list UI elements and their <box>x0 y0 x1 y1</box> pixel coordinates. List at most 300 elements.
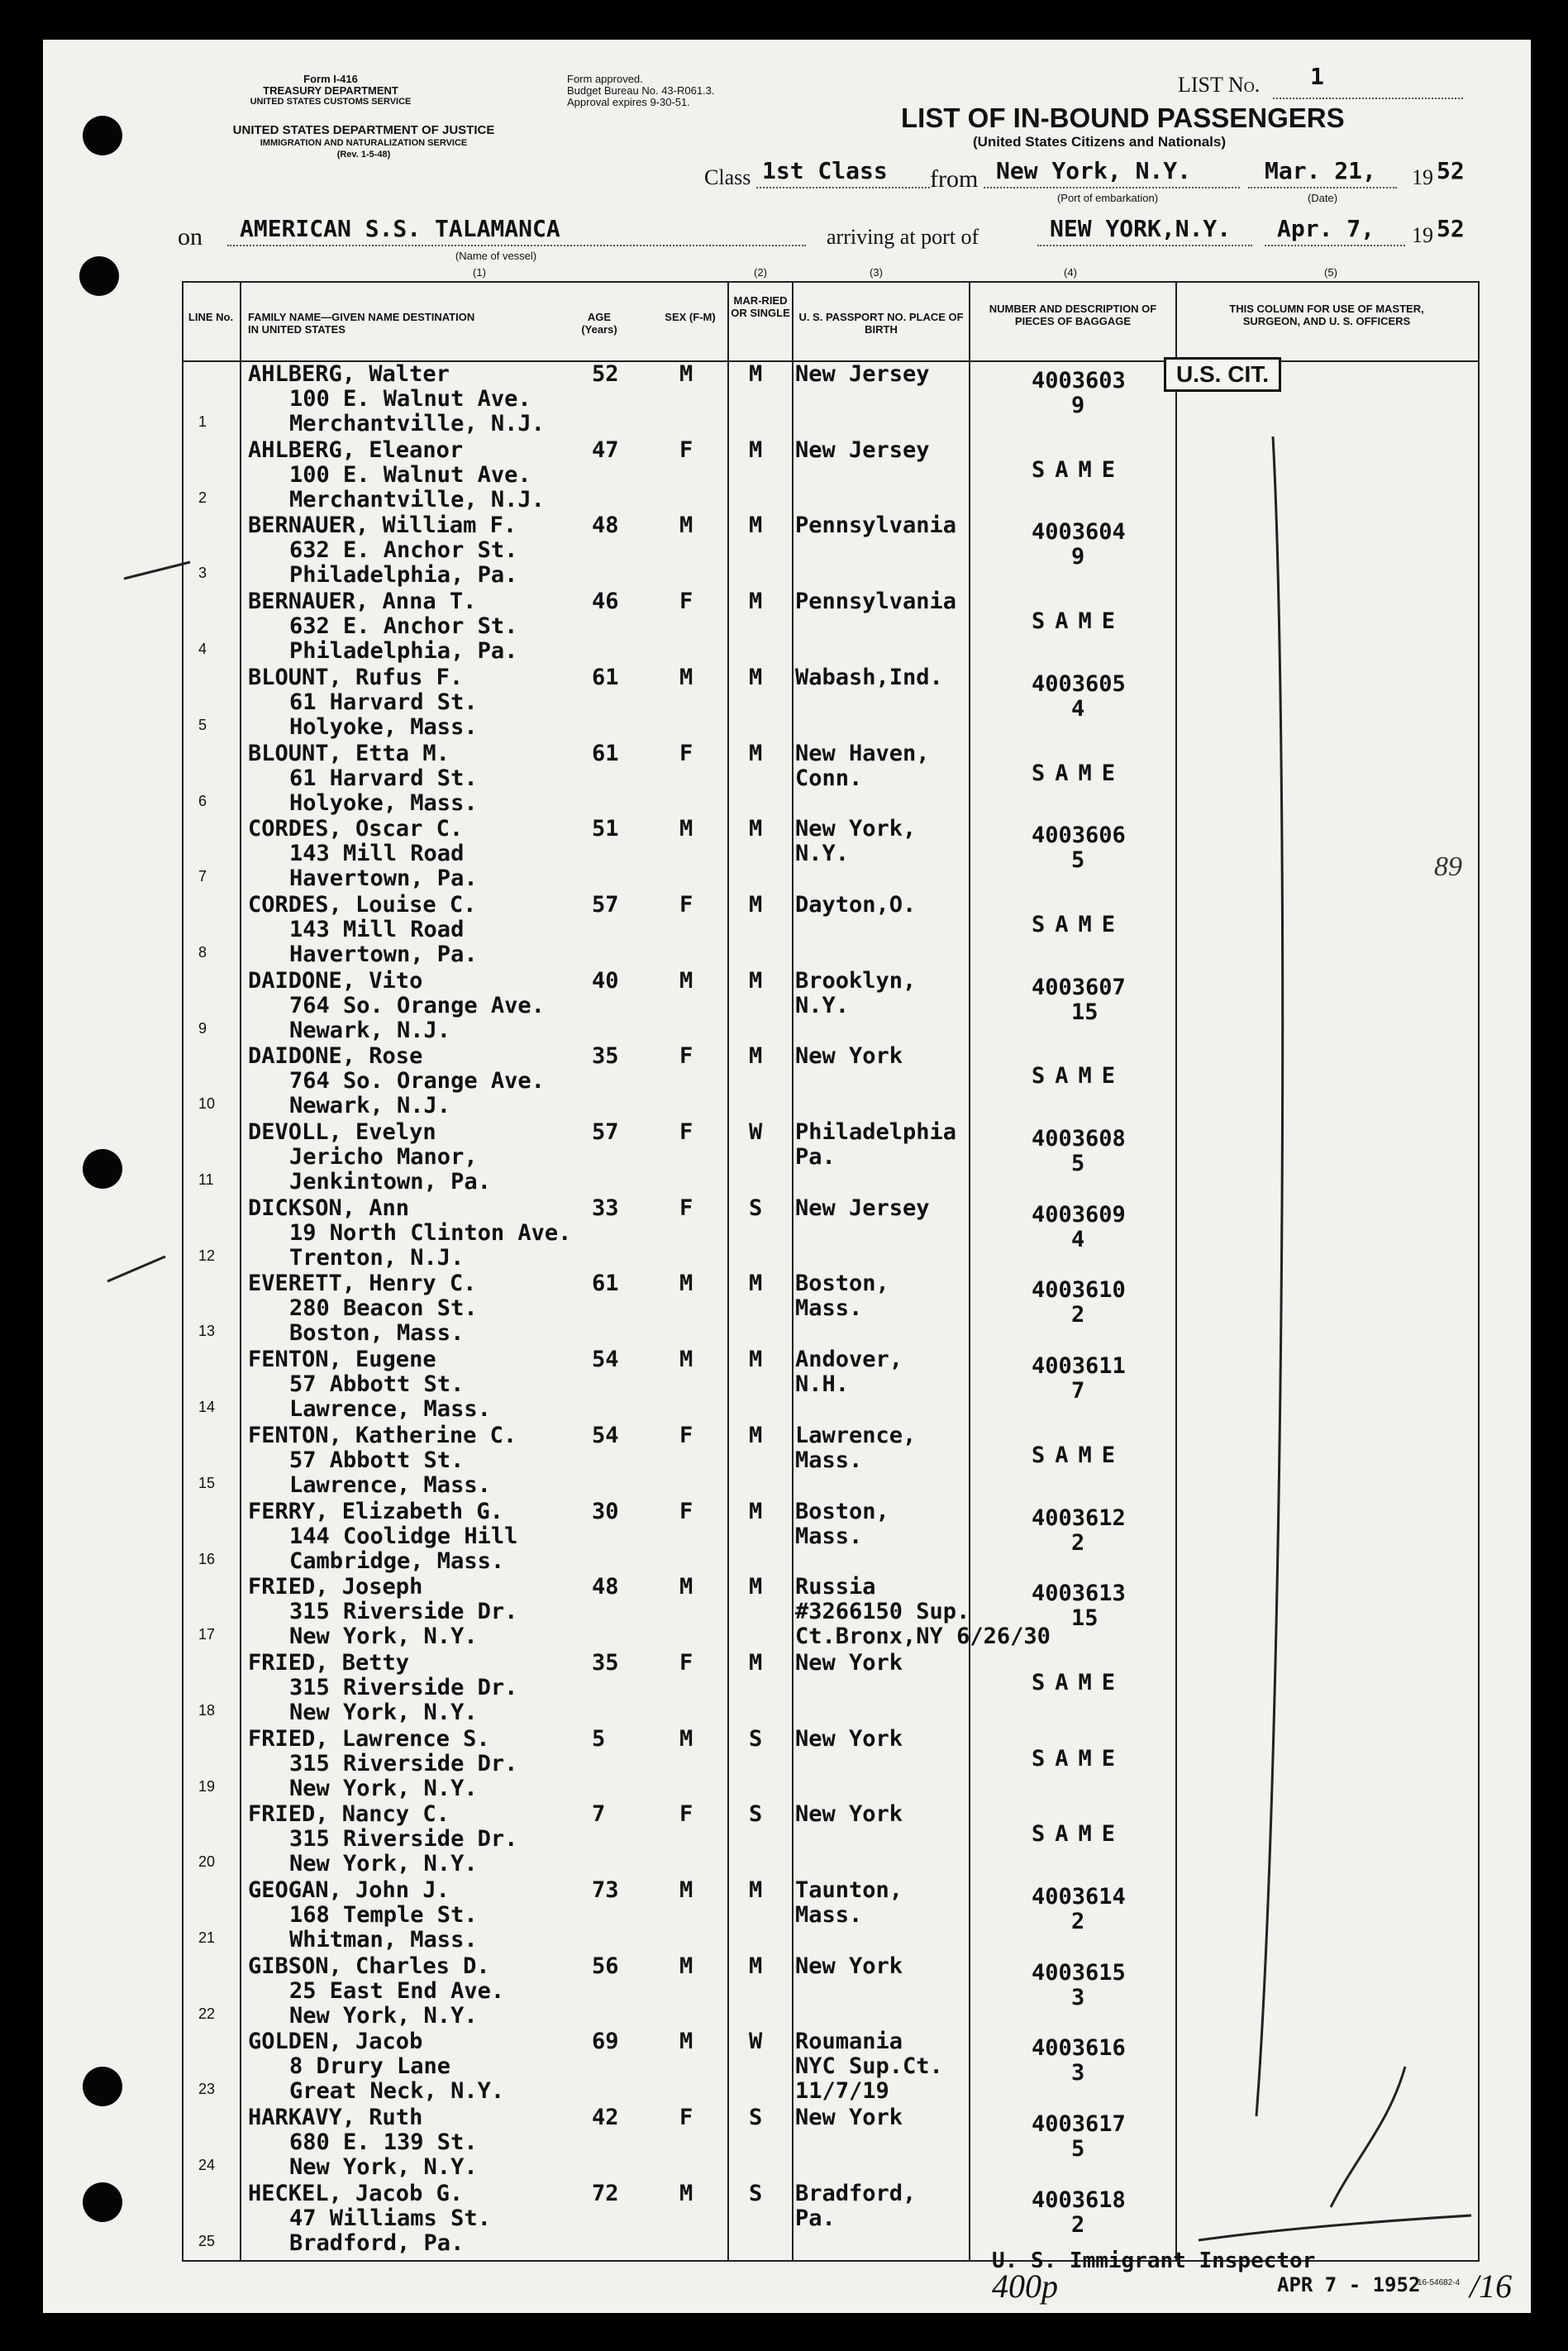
marital-status: M <box>749 361 763 387</box>
address-line-1: 315 Riverside Dr. <box>289 1826 518 1853</box>
sex: M <box>679 2029 693 2055</box>
marital-status: M <box>749 1649 763 1676</box>
dept-justice: UNITED STATES DEPARTMENT OF JUSTICE <box>232 123 495 137</box>
baggage-number: 4003609 <box>1032 1201 1126 1228</box>
address-line-2: New York, N.Y. <box>289 2154 478 2181</box>
marital-status: W <box>749 1119 763 1145</box>
address-line-2: New York, N.Y. <box>289 1775 478 1801</box>
birthplace-line-1: New York <box>795 2105 903 2131</box>
marital-status: S <box>749 2105 763 2131</box>
date-caption: (Date) <box>1307 192 1338 204</box>
header-baggage: NUMBER AND DESCRIPTION OF PIECES OF BAGGAGE <box>989 303 1157 327</box>
passenger-name: AHLBERG, Eleanor <box>248 436 464 463</box>
address-line-2: Bradford, Pa. <box>289 2229 465 2256</box>
vessel-name: AMERICAN S.S. TALAMANCA <box>240 215 560 242</box>
address-line-2: Cambridge, Mass. <box>289 1547 505 1574</box>
age: 46 <box>592 589 619 615</box>
sex: M <box>679 664 693 690</box>
age: 30 <box>592 1498 619 1524</box>
address-line-1: 143 Mill Road <box>289 916 465 942</box>
age: 35 <box>592 1043 619 1070</box>
address-line-2: Lawrence, Mass. <box>289 1471 491 1498</box>
baggage-pieces: 2 <box>1071 2211 1085 2238</box>
age: 48 <box>592 1574 619 1600</box>
birthplace-line-1: New Jersey <box>795 1195 930 1221</box>
class-value: 1st Class <box>762 157 888 184</box>
header-sex: SEX (F-M) <box>665 311 716 323</box>
baggage-number: 4003608 <box>1032 1126 1126 1152</box>
line-number: 4 <box>198 641 207 658</box>
line-number: 17 <box>198 1626 216 1643</box>
birthplace-line-1: New York <box>795 1649 903 1676</box>
birthplace-line-2: Conn. <box>795 765 863 791</box>
address-line-2: Havertown, Pa. <box>289 941 478 967</box>
header-name: FAMILY NAME—GIVEN NAME DESTINATION IN UNITED STATES <box>248 311 475 336</box>
birthplace-line-3: Ct.Bronx,NY 6/26/30 <box>795 1624 1051 1650</box>
marital-status: M <box>749 891 763 918</box>
baggage-number: 4003613 <box>1032 1581 1126 1607</box>
age: 73 <box>592 1877 619 1903</box>
passenger-name: FRIED, Nancy C. <box>248 1801 450 1828</box>
baggage-number: 4003605 <box>1032 670 1126 697</box>
header-line-no: LINE No. <box>188 311 234 323</box>
passenger-name: AHLBERG, Walter <box>248 361 450 387</box>
passenger-name: FRIED, Lawrence S. <box>248 1725 490 1752</box>
sex: M <box>679 1953 693 1979</box>
address-line-2: Whitman, Mass. <box>289 1927 478 1953</box>
baggage-pieces: 5 <box>1071 1151 1085 1176</box>
baggage-number: 4003614 <box>1032 1884 1126 1910</box>
address-line-1: 168 Temple St. <box>289 1902 478 1928</box>
address-line-1: 47 Williams St. <box>289 2205 491 2231</box>
line-number: 25 <box>198 2232 216 2249</box>
sex: F <box>679 1801 693 1828</box>
address-line-1: 100 E. Walnut Ave. <box>289 386 531 412</box>
form-revision: (Rev. 1-5-48) <box>336 150 391 160</box>
passenger-name: FRIED, Betty <box>248 1649 410 1676</box>
address-line-2: Newark, N.J. <box>289 1017 451 1043</box>
birthplace-line-2: Pa. <box>795 1144 836 1170</box>
sex: F <box>679 740 693 766</box>
passenger-name: DAIDONE, Vito <box>248 967 423 994</box>
address-line-1: 57 Abbott St. <box>289 1447 465 1473</box>
sex: M <box>679 1877 693 1903</box>
sex: F <box>679 2105 693 2131</box>
handwritten-note: 400p <box>992 2268 1058 2305</box>
passenger-name: BLOUNT, Etta M. <box>248 740 450 766</box>
address-line-2: New York, N.Y. <box>289 1624 478 1650</box>
marital-status: M <box>749 1574 763 1600</box>
passenger-name: HARKAVY, Ruth <box>248 2105 423 2131</box>
list-no-label: LIST No. <box>1178 73 1261 97</box>
baggage-pieces: 2 <box>1071 1302 1085 1328</box>
passenger-name: FENTON, Katherine C. <box>248 1422 517 1448</box>
page-mark: /16 <box>1470 2268 1513 2305</box>
address-line-1: 632 E. Anchor St. <box>289 537 518 564</box>
marital-status: S <box>749 1195 763 1221</box>
address-line-1: 315 Riverside Dr. <box>289 1750 518 1776</box>
list-no-value: 1 <box>1310 63 1324 90</box>
birthplace-line-1: Boston, <box>795 1271 889 1297</box>
marital-status: S <box>749 1801 763 1828</box>
arrival-port: NEW YORK,N.Y. <box>1050 215 1232 242</box>
sex: M <box>679 1725 693 1752</box>
baggage-number: 4003615 <box>1032 1959 1126 1986</box>
address-line-2: New York, N.Y. <box>289 1851 478 1877</box>
sex: M <box>679 816 693 842</box>
line-number: 10 <box>198 1095 216 1113</box>
baggage-pieces: 15 <box>1071 999 1099 1025</box>
col-number-2: (2) <box>754 266 767 279</box>
passenger-name: FRIED, Joseph <box>248 1574 423 1600</box>
address-line-1: 632 E. Anchor St. <box>289 613 518 640</box>
age: 33 <box>592 1195 619 1221</box>
address-line-2: Boston, Mass. <box>289 1320 465 1347</box>
page-title: LIST OF IN-BOUND PASSENGERS <box>901 103 1345 133</box>
age: 69 <box>592 2029 619 2055</box>
birthplace-line-1: Lawrence, <box>795 1422 917 1448</box>
arrival-year-prefix: 19 <box>1412 223 1433 247</box>
address-line-2: Havertown, Pa. <box>289 866 478 892</box>
from-port: New York, N.Y. <box>996 157 1192 184</box>
birthplace-line-1: Wabash,Ind. <box>795 664 943 690</box>
age: 40 <box>592 967 619 994</box>
address-line-2: Trenton, N.J. <box>289 1244 465 1271</box>
line-number: 8 <box>198 943 207 961</box>
baggage-pieces: 15 <box>1071 1605 1099 1632</box>
marital-status: M <box>749 1953 763 1979</box>
line-number: 13 <box>198 1323 216 1340</box>
line-number: 21 <box>198 1929 216 1946</box>
address-line-1: 144 Coolidge Hill <box>289 1523 518 1549</box>
passenger-name: EVERETT, Henry C. <box>248 1271 477 1297</box>
address-line-1: 315 Riverside Dr. <box>289 1599 518 1625</box>
header-age: AGE (Years) <box>581 311 617 336</box>
birthplace-line-1: Andover, <box>795 1347 903 1373</box>
birthplace-line-2: N.Y. <box>795 841 850 867</box>
baggage-number: 4003606 <box>1032 823 1126 849</box>
sex: M <box>679 361 693 387</box>
baggage-number: 4003604 <box>1032 519 1126 546</box>
from-label: from <box>930 165 979 193</box>
birthplace-line-1: Roumania <box>795 2029 903 2055</box>
passenger-name: BERNAUER, William F. <box>248 513 517 539</box>
address-line-1: 25 East End Ave. <box>289 1977 505 2004</box>
form-code: 16-54682-4 <box>1418 2278 1461 2287</box>
vessel-caption: (Name of vessel) <box>455 250 537 262</box>
baggage-number: 4003617 <box>1032 2111 1126 2138</box>
col-number-3: (3) <box>870 266 883 279</box>
baggage-pieces: 3 <box>1071 1984 1085 2010</box>
marital-status: M <box>749 1347 763 1373</box>
arriving-label: arriving at port of <box>827 225 979 249</box>
approval-line2: Budget Bureau No. 43-R061.3. <box>567 84 715 97</box>
birthplace-line-1: New York <box>795 1043 903 1070</box>
age: 54 <box>592 1422 619 1448</box>
baggage-number: SAME <box>1032 1669 1126 1695</box>
baggage-pieces: 7 <box>1071 1378 1085 1404</box>
sex: M <box>679 1271 693 1297</box>
baggage-number: SAME <box>1032 1745 1126 1772</box>
birthplace-line-2: #3266150 Sup. <box>795 1599 970 1625</box>
baggage-number: 4003616 <box>1032 2035 1126 2062</box>
departure-date: Mar. 21, <box>1265 157 1376 184</box>
passenger-name: HECKEL, Jacob G. <box>248 2180 464 2206</box>
marital-status: M <box>749 436 763 463</box>
address-line-1: 764 So. Orange Ave. <box>289 992 545 1018</box>
address-line-2: Holyoke, Mass. <box>289 789 478 816</box>
birthplace-line-1: New York, <box>795 816 917 842</box>
age: 42 <box>592 2105 619 2131</box>
address-line-1: 280 Beacon St. <box>289 1295 478 1322</box>
sex: M <box>679 1347 693 1373</box>
baggage-pieces: 2 <box>1071 1909 1085 1934</box>
baggage-number: 4003603 <box>1032 368 1126 393</box>
baggage-number: 4003612 <box>1032 1505 1126 1531</box>
baggage-number: SAME <box>1032 760 1126 786</box>
sex: M <box>679 1574 693 1600</box>
address-line-1: 57 Abbott St. <box>289 1371 465 1398</box>
baggage-number: SAME <box>1032 456 1126 483</box>
address-line-1: 8 Drury Lane <box>289 2053 451 2080</box>
sex: F <box>679 891 693 918</box>
address-line-2: Holyoke, Mass. <box>289 713 478 740</box>
address-line-2: Jenkintown, Pa. <box>289 1169 491 1195</box>
dept-treasury-sub: UNITED STATES CUSTOMS SERVICE <box>250 97 412 107</box>
passenger-name: DEVOLL, Evelyn <box>248 1119 436 1145</box>
age: 52 <box>592 361 619 387</box>
marital-status: M <box>749 513 763 539</box>
birthplace-line-1: Pennsylvania <box>795 513 957 539</box>
baggage-number: SAME <box>1032 1821 1126 1848</box>
address-line-1: Jericho Manor, <box>289 1144 478 1170</box>
port-caption: (Port of embarkation) <box>1056 192 1159 204</box>
header-officers: THIS COLUMN FOR USE OF MASTER, SURGEON, AND U. S. OFFICERS <box>1229 303 1424 327</box>
birthplace-line-2: Mass. <box>795 1902 863 1928</box>
marital-status: S <box>749 1725 763 1752</box>
birthplace-line-1: Brooklyn, <box>795 967 917 994</box>
baggage-pieces: 9 <box>1071 544 1085 570</box>
birthplace-line-2: Mass. <box>795 1295 863 1322</box>
address-line-2: Merchantville, N.J. <box>289 411 545 436</box>
birthplace-line-1: New Haven, <box>795 740 930 766</box>
passenger-name: BLOUNT, Rufus F. <box>248 664 464 690</box>
baggage-number: SAME <box>1032 608 1126 635</box>
col-number-5: (5) <box>1324 266 1337 279</box>
marital-status: M <box>749 1877 763 1903</box>
passenger-name: GOLDEN, Jacob <box>248 2029 423 2055</box>
line-number: 5 <box>198 716 207 733</box>
page-subtitle: (United States Citizens and Nationals) <box>972 134 1227 150</box>
marital-status: M <box>749 1422 763 1448</box>
line-number: 9 <box>198 1019 207 1037</box>
address-line-2: New York, N.Y. <box>289 1699 478 1725</box>
passenger-name: BERNAUER, Anna T. <box>248 589 477 615</box>
address-line-1: 764 So. Orange Ave. <box>289 1068 545 1094</box>
passenger-name: FERRY, Elizabeth G. <box>248 1498 503 1524</box>
line-number: 3 <box>198 565 207 582</box>
age: 47 <box>592 436 619 463</box>
birthplace-line-2: N.Y. <box>795 992 850 1018</box>
baggage-number: 4003610 <box>1032 1277 1126 1304</box>
line-number: 6 <box>198 792 207 809</box>
age: 61 <box>592 1271 619 1297</box>
address-line-2: Merchantville, N.J. <box>289 486 545 513</box>
baggage-pieces: 3 <box>1071 2060 1085 2086</box>
sex: M <box>679 513 693 539</box>
form-number: Form I-416 <box>303 73 358 85</box>
col-number-4: (4) <box>1064 266 1077 279</box>
age: 54 <box>592 1347 619 1373</box>
sex: F <box>679 1498 693 1524</box>
sex: M <box>679 967 693 994</box>
birthplace-line-1: New York <box>795 1801 903 1828</box>
marital-status: M <box>749 740 763 766</box>
marital-status: M <box>749 816 763 842</box>
sex: F <box>679 436 693 463</box>
baggage-pieces: 5 <box>1071 847 1085 874</box>
inspection-stamp-date: APR 7 - 1952 <box>1277 2273 1421 2296</box>
age: 72 <box>592 2180 619 2206</box>
age: 56 <box>592 1953 619 1979</box>
age: 5 <box>592 1725 606 1752</box>
baggage-pieces: 4 <box>1071 1226 1085 1252</box>
sex: F <box>679 1649 693 1676</box>
baggage-pieces: 9 <box>1071 393 1085 418</box>
line-number: 18 <box>198 1701 216 1719</box>
age: 7 <box>592 1801 606 1828</box>
approval-line3: Approval expires 9-30-51. <box>567 96 690 108</box>
address-line-2: Newark, N.J. <box>289 1093 451 1119</box>
age: 57 <box>592 1119 619 1145</box>
line-number: 22 <box>198 2005 216 2022</box>
arrival-year: 52 <box>1437 215 1465 242</box>
address-line-1: 100 E. Walnut Ave. <box>289 461 531 488</box>
address-line-2: Philadelphia, Pa. <box>289 638 518 665</box>
sex: F <box>679 1195 693 1221</box>
birthplace-line-1: Russia <box>795 1574 876 1600</box>
birthplace-line-2: Mass. <box>795 1523 863 1549</box>
line-number: 23 <box>198 2081 216 2098</box>
baggage-pieces: 4 <box>1071 695 1085 722</box>
address-line-1: 19 North Clinton Ave. <box>289 1219 572 1246</box>
birthplace-line-1: New York <box>795 1953 903 1979</box>
birthplace-line-1: Philadelphia <box>795 1119 957 1145</box>
line-number: 11 <box>198 1171 214 1188</box>
baggage-pieces: 5 <box>1071 2136 1085 2163</box>
address-line-2: Philadelphia, Pa. <box>289 562 518 589</box>
line-number: 12 <box>198 1247 216 1264</box>
address-line-1: 315 Riverside Dr. <box>289 1674 518 1700</box>
address-line-2: New York, N.Y. <box>289 2002 478 2029</box>
arrival-date: Apr. 7, <box>1277 215 1375 242</box>
age: 35 <box>592 1649 619 1676</box>
baggage-number: 4003607 <box>1032 974 1126 1000</box>
line-number: 15 <box>198 1474 216 1491</box>
line-number: 16 <box>198 1550 216 1567</box>
baggage-number: 4003611 <box>1032 1353 1126 1380</box>
col-number-1: (1) <box>473 266 486 279</box>
address-line-2: Great Neck, N.Y. <box>289 2078 505 2105</box>
line-number: 19 <box>198 1777 216 1795</box>
marital-status: M <box>749 1043 763 1070</box>
age: 61 <box>592 740 619 766</box>
dept-justice-sub: IMMIGRATION AND NATURALIZATION SERVICE <box>260 138 468 148</box>
passenger-name: CORDES, Louise C. <box>248 891 477 918</box>
passenger-name: DICKSON, Ann <box>248 1195 410 1221</box>
passenger-name: FENTON, Eugene <box>248 1347 436 1373</box>
baggage-number: SAME <box>1032 1442 1126 1468</box>
birthplace-line-2: Mass. <box>795 1447 863 1473</box>
sex: F <box>679 1043 693 1070</box>
marital-status: M <box>749 589 763 615</box>
birthplace-line-2: Pa. <box>795 2205 836 2231</box>
address-line-1: 143 Mill Road <box>289 841 465 867</box>
passenger-name: GIBSON, Charles D. <box>248 1953 490 1979</box>
baggage-pieces: 2 <box>1071 1529 1085 1556</box>
dept-treasury: TREASURY DEPARTMENT <box>263 84 398 97</box>
birthplace-line-1: New York <box>795 1725 903 1752</box>
age: 48 <box>592 513 619 539</box>
us-citizen-stamp: U.S. CIT. <box>1164 357 1281 392</box>
birthplace-line-1: New Jersey <box>795 361 930 387</box>
marital-status: M <box>749 967 763 994</box>
line-number: 24 <box>198 2157 216 2174</box>
birthplace-line-1: New Jersey <box>795 436 930 463</box>
marital-status: S <box>749 2180 763 2206</box>
approval-line1: Form approved. <box>567 73 643 85</box>
line-number: 1 <box>198 413 207 430</box>
birthplace-line-3: 11/7/19 <box>795 2078 889 2105</box>
sex: M <box>679 2180 693 2206</box>
class-label: Class <box>704 165 751 189</box>
baggage-number: SAME <box>1032 1063 1126 1090</box>
passenger-name: GEOGAN, John J. <box>248 1877 450 1903</box>
passenger-name: CORDES, Oscar C. <box>248 816 464 842</box>
address-line-1: 61 Harvard St. <box>289 689 478 715</box>
line-number: 2 <box>198 489 207 506</box>
passenger-name: DAIDONE, Rose <box>248 1043 423 1070</box>
birthplace-line-1: Pennsylvania <box>795 589 957 615</box>
departure-year-prefix: 19 <box>1412 165 1433 189</box>
sex: F <box>679 1422 693 1448</box>
header-passport: U. S. PASSPORT NO. PLACE OF BIRTH <box>798 311 964 336</box>
age: 57 <box>592 891 619 918</box>
line-number: 14 <box>198 1399 216 1416</box>
birthplace-line-1: Bradford, <box>795 2180 917 2206</box>
marital-status: M <box>749 1498 763 1524</box>
address-line-1: 680 E. 139 St. <box>289 2129 478 2156</box>
address-line-2: Lawrence, Mass. <box>289 1396 491 1423</box>
birthplace-line-2: NYC Sup.Ct. <box>795 2053 943 2080</box>
age: 51 <box>592 816 619 842</box>
sex: F <box>679 1119 693 1145</box>
line-number: 7 <box>198 868 207 885</box>
address-line-1: 61 Harvard St. <box>289 765 478 791</box>
departure-year: 52 <box>1437 157 1465 184</box>
sex: F <box>679 589 693 615</box>
birthplace-line-1: Dayton,O. <box>795 891 917 918</box>
age: 61 <box>592 664 619 690</box>
margin-note: 89 <box>1434 851 1462 882</box>
birthplace-line-1: Taunton, <box>795 1877 903 1903</box>
baggage-number: 4003618 <box>1032 2186 1126 2213</box>
birthplace-line-2: N.H. <box>795 1371 850 1398</box>
line-number: 20 <box>198 1853 216 1871</box>
on-label: on <box>178 223 203 250</box>
baggage-number: SAME <box>1032 911 1126 937</box>
header-married: MAR-RIED OR SINGLE <box>731 294 790 319</box>
